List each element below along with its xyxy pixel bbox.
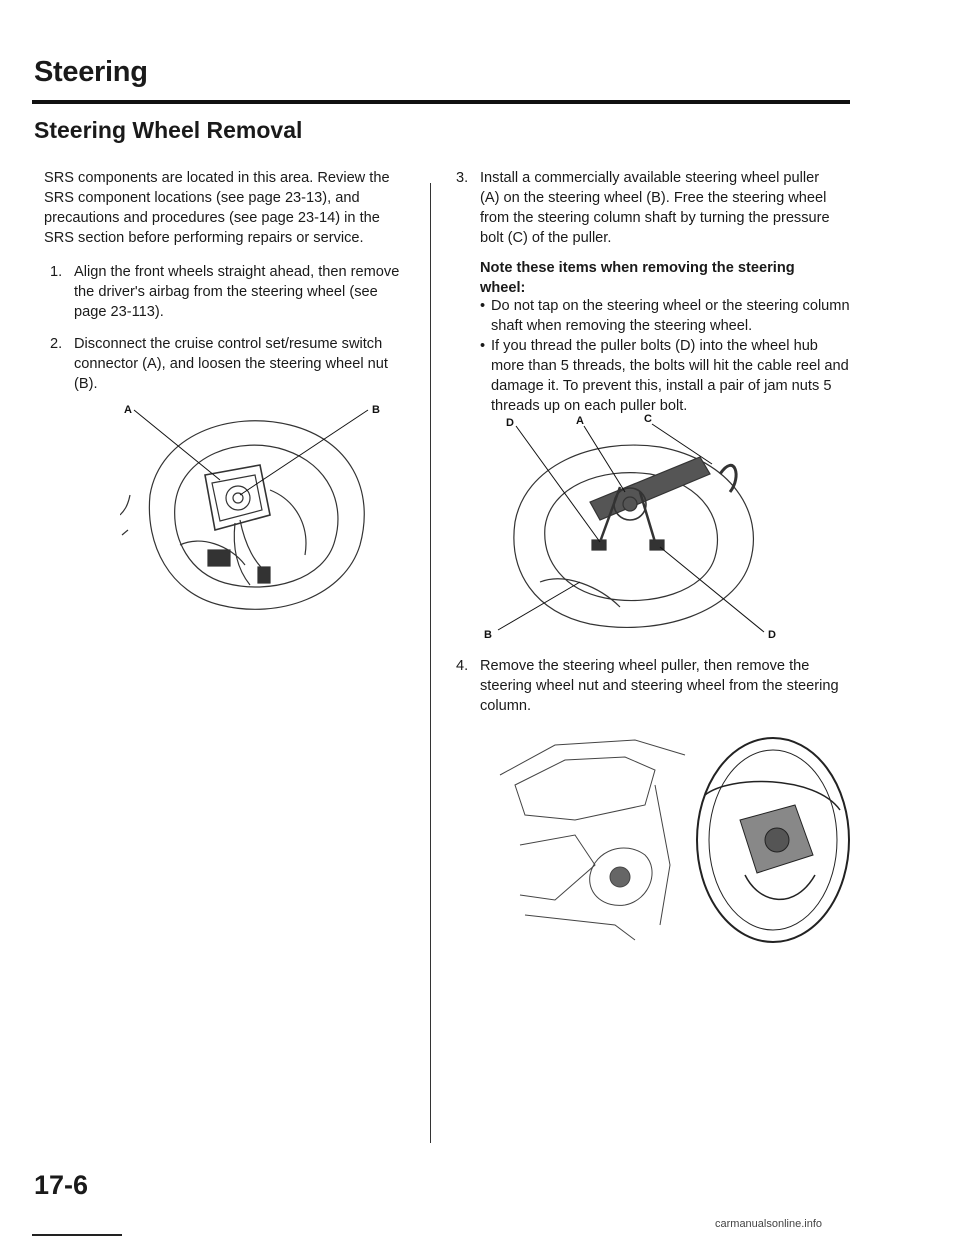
page-number: 17-6 <box>34 1170 89 1200</box>
step-1 <box>50 262 405 322</box>
note-bullet-list <box>480 296 850 416</box>
watermark: carmanualsonline.info <box>715 1218 823 1230</box>
step-number: 1. <box>50 264 63 280</box>
subsection-title: Steering Wheel Removal <box>34 117 303 143</box>
steering-wheel-removed-figure <box>495 725 855 950</box>
figure-label-a: A <box>576 415 584 427</box>
step-3 <box>456 168 840 248</box>
bullet-icon: • <box>480 338 486 354</box>
bullet-icon: • <box>480 298 486 314</box>
footer-divider <box>32 1234 122 1236</box>
steering-wheel-puller-figure <box>480 412 790 642</box>
step-number: 2. <box>50 336 63 352</box>
figure-label-c: C <box>644 413 652 425</box>
step-text: Align the front wheels straight ahead, then remove the driver's airbag from the steering wheel (see page 23-113). <box>74 264 400 320</box>
step-number: 4. <box>456 658 469 674</box>
note-heading: Note these items when removing the steering wheel: <box>480 260 795 296</box>
column-divider <box>430 183 431 1143</box>
step-number: 3. <box>456 170 469 186</box>
step-4 <box>456 656 848 716</box>
title-divider <box>32 100 850 104</box>
figure-label-d-top: D <box>506 417 514 429</box>
figure-label-b: B <box>484 629 492 641</box>
note-bullet-text: If you thread the puller bolts (D) into the wheel hub more than 5 threads, the bolts will hit the cable reel and damage it. To prevent this, install a pair of jam nuts 5 threads up on each puller bolt. <box>491 338 849 414</box>
note-bullet <box>480 336 850 416</box>
step-text: Install a commercially available steering wheel puller (A) on the steering wheel (B). Free the steering wheel from the steering column shaft by turning the pressure bolt (C) of the puller. <box>480 170 830 246</box>
section-title: Steering <box>34 56 148 88</box>
step-2 <box>50 334 405 394</box>
steering-wheel-connector-figure <box>120 395 385 630</box>
figure-label-d-bottom: D <box>768 629 776 641</box>
intro-paragraph: SRS components are located in this area. Review the SRS component locations (see page 23-13), and precautions and procedures (see page 23-14) in the SRS section before performing repairs or service. <box>44 170 390 246</box>
note-bullet <box>480 296 850 336</box>
figure-label-a: A <box>124 404 132 416</box>
figure-label-b: B <box>372 404 380 416</box>
step-text: Remove the steering wheel puller, then remove the steering wheel nut and steering wheel from the steering column. <box>480 658 839 714</box>
step-text: Disconnect the cruise control set/resume switch connector (A), and loosen the steering wheel nut (B). <box>74 336 388 392</box>
note-bullet-text: Do not tap on the steering wheel or the steering column shaft when removing the steering wheel. <box>491 298 850 334</box>
